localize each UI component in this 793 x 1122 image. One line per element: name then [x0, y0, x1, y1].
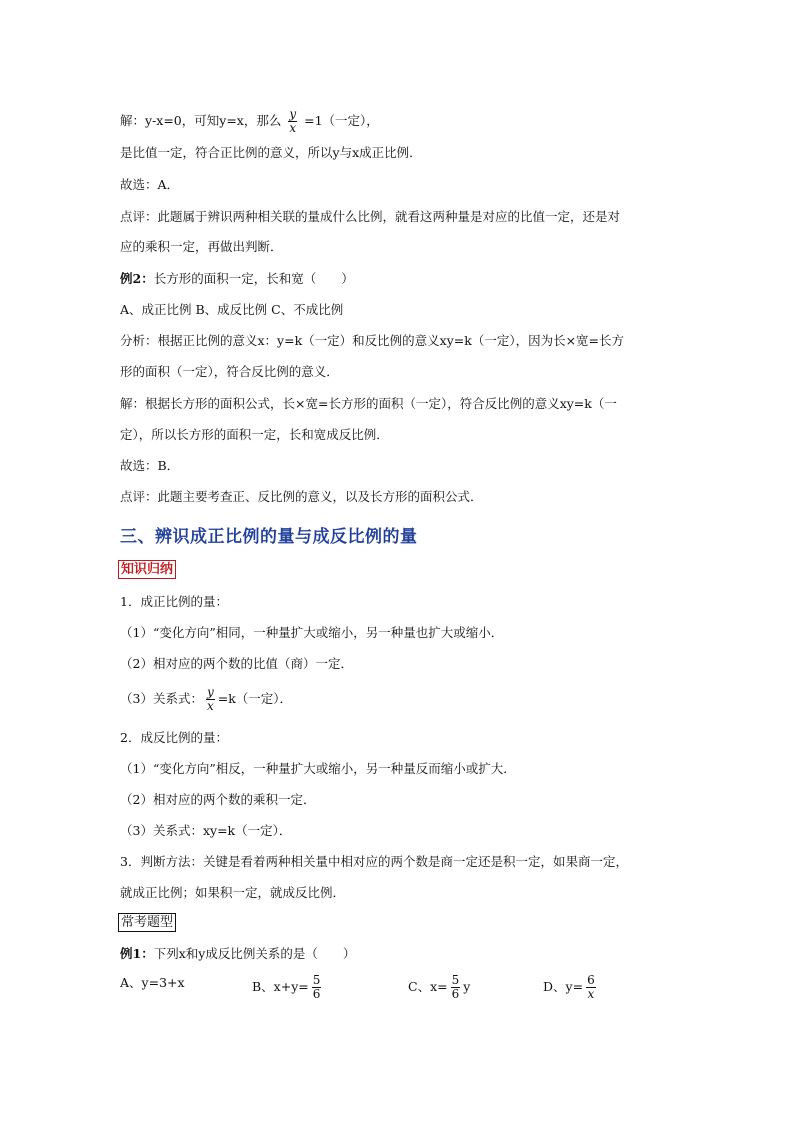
text-line: 故选：A． [120, 177, 180, 192]
text-line: 3．判断方法：关键是看着两种相关量中相对应的两个数是商一定还是积一定，如果商一定， [120, 854, 628, 869]
knowledge-summary-tag: 知识归纳 [118, 560, 176, 579]
example-label: 例2： [120, 271, 154, 286]
text: 解：y-x=0，可知y=x，那么 [120, 113, 282, 128]
option-d [543, 974, 599, 1001]
fraction-6-over-x [586, 974, 596, 1001]
text: 长方形的面积一定，长和宽（ ） [153, 271, 354, 286]
text-line: 故选：B． [120, 458, 180, 473]
text-line: 1．成正比例的量： [120, 594, 228, 609]
relation-line [120, 686, 292, 713]
text-line: 是比值一定，符合正比例的意义，所以y与x成正比例． [120, 145, 422, 160]
section-heading: 三、辨识成正比例的量与成反比例的量 [120, 527, 418, 547]
option-c [408, 974, 470, 1001]
text-line: 分析：根据正比例的意义x：y=k（一定）和反比例的意义xy=k（一定），因为长×宽=长方 [120, 333, 625, 348]
text-line: （2）相对应的两个数的比值（商）一定． [120, 656, 353, 671]
numerator: y [206, 685, 214, 699]
text-line: 点评：此题主要考查正、反比例的意义，以及长方形的面积公式． [120, 489, 483, 504]
example-label: 例1： [120, 946, 154, 961]
text-line: 解：根据长方形的面积公式，长×宽=长方形的面积（一定），符合反比例的意义xy=k（一 [120, 396, 617, 411]
fraction-y-over-x [206, 686, 215, 713]
example-1-line [120, 945, 355, 963]
example-2-line [120, 270, 354, 288]
text: y [463, 979, 471, 994]
text-line: （3）关系式：xy=k（一定）． [120, 823, 292, 838]
text-line: 形的面积（一定），符合反比例的意义． [120, 364, 339, 379]
numerator: y [289, 107, 297, 121]
denominator: x [206, 699, 214, 713]
text: 下列x和y成反比例关系的是（ ） [153, 946, 356, 961]
option-b [252, 974, 324, 1001]
text-line: 2．成反比例的量： [120, 730, 228, 745]
text-line: 点评：此题属于辨识两种相关联的量成什么比例，就看这两种量是对应的比值一定，还是对 [120, 209, 621, 224]
options-line: A、成正比例 B、成反比例 C、不成比例 [120, 302, 344, 317]
text: B、x+y= [252, 979, 309, 994]
denominator: 6 [312, 987, 321, 1001]
numerator: 6 [587, 973, 595, 987]
text-line: 定），所以长方形的面积一定，长和宽成反比例． [120, 427, 389, 442]
denominator: 6 [451, 987, 460, 1001]
denominator: x [289, 121, 297, 135]
text: D、y= [543, 979, 584, 994]
text-line: 就成正比例；如果积一定，就成反比例． [120, 885, 346, 900]
common-question-tag: 常考题型 [118, 913, 176, 932]
text: =1（一定）， [304, 113, 379, 128]
option-a: A、y=3+x [120, 975, 185, 990]
text-line: （2）相对应的两个数的乘积一定． [120, 792, 316, 807]
text: （3）关系式： [120, 691, 203, 706]
numerator: 5 [312, 973, 321, 987]
denominator: x [587, 987, 595, 1001]
numerator: 5 [451, 973, 460, 987]
text-line: （1）“变化方向”相同，一种量扩大或缩小，另一种量也扩大或缩小． [120, 625, 504, 640]
solution-line-1 [120, 108, 379, 135]
text: C、x= [408, 979, 448, 994]
text: =k（一定）． [217, 691, 293, 706]
text-line: （1）“变化方向”相反，一种量扩大或缩小，另一种量反而缩小或扩大． [120, 761, 516, 776]
fraction-5-over-6 [451, 974, 461, 1001]
fraction-y-over-x [288, 108, 297, 135]
text-line: 应的乘积一定，再做出判断． [120, 239, 283, 254]
fraction-5-over-6 [312, 974, 322, 1001]
